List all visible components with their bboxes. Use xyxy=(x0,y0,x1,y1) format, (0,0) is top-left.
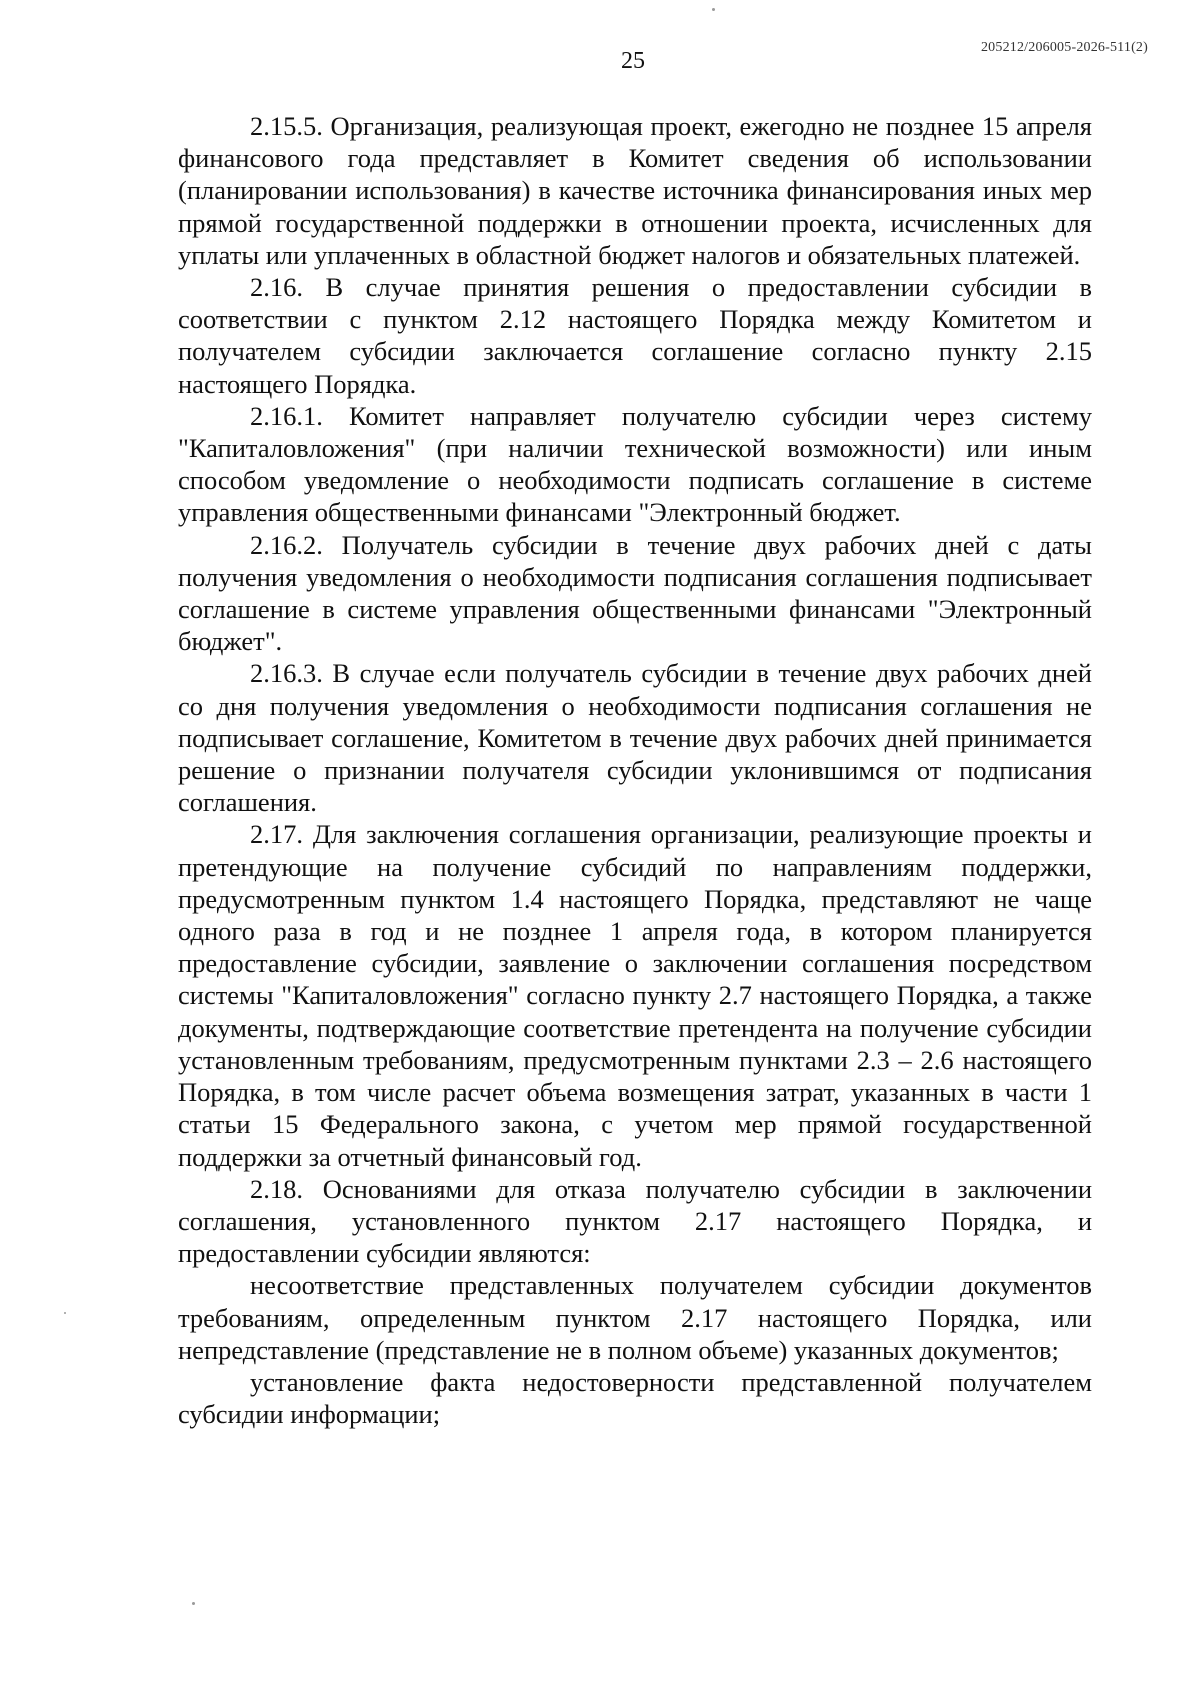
page-number: 25 xyxy=(621,48,645,74)
paragraph-2-18: 2.18. Основаниями для отказа получателю субсидии в заключении соглашения, установленного пунктом 2.17 настоящего Порядка, и предоставлении субсидии являются: xyxy=(178,1173,1092,1269)
paragraph-2-17: 2.17. Для заключения соглашения организации, реализующие проекты и претендующие на получение субсидий по направлениям поддержки, предусмотренным пунктом 1.4 настоящего Порядка, представляют не чаще одного раза в год и не позднее 1 апреля года, в котором планируется предоставление субсидии, заявление о заключении соглашения посредством системы "Капиталовложения" согласно пункту 2.7 настоящего Порядка, а также документы, подтверждающие соответствие претендента на получение субсидии установленным требованиям, предусмотренным пунктами 2.3 – 2.6 настоящего Порядка, в том числе расчет объема возмещения затрат, указанных в части 1 статьи 15 Федерального закона, с учетом мер прямой государственной поддержки за отчетный финансовый год. xyxy=(178,819,1092,1172)
document-body xyxy=(178,110,1092,1430)
paragraph-2-16-3: 2.16.3. В случае если получатель субсидии в течение двух рабочих дней со дня получения уведомления о необходимости подписания соглашения не подписывает соглашение, Комитетом в течение двух рабочих дней принимается решение о признании получателя субсидии уклонившимся от подписания соглашения. xyxy=(178,658,1092,818)
scan-speck xyxy=(64,1312,66,1314)
document-code: 205212/206005-2026-511(2) xyxy=(980,40,1148,55)
paragraph-refusal-ground-1: несоответствие представленных получателем субсидии документов требованиям, определенным пунктом 2.17 настоящего Порядка, или непредставление (представление не в полном объеме) указанных документов; xyxy=(178,1270,1092,1365)
paragraph-2-16: 2.16. В случае принятия решения о предоставлении субсидии в соответствии с пунктом 2.12 настоящего Порядка между Комитетом и получателем субсидии заключается соглашение согласно пункту 2.15 настоящего Порядка. xyxy=(178,272,1092,399)
scan-speck xyxy=(712,8,715,11)
scan-speck xyxy=(192,1602,195,1605)
paragraph-2-15-5: 2.15.5. Организация, реализующая проект, ежегодно не позднее 15 апреля финансового года представляет в Комитет сведения об использовании (планировании использования) в качестве источника финансирования иных мер прямой государственной поддержки в отношении проекта, исчисленных для уплаты или уплаченных в областной бюджет налогов и обязательных платежей. xyxy=(178,111,1092,270)
paragraph-refusal-ground-2: установление факта недостоверности представленной получателем субсидии информации; xyxy=(178,1366,1092,1430)
paragraph-2-16-1: 2.16.1. Комитет направляет получателю субсидии через систему "Капиталовложения" (при наличии технической возможности) или иным способом уведомление о необходимости подписать соглашение в системе управления общественными финансами "Электронный бюджет. xyxy=(178,400,1092,528)
paragraph-2-16-2: 2.16.2. Получатель субсидии в течение двух рабочих дней с даты получения уведомления о необходимости подписания соглашения подписывает соглашение в системе управления общественными финансами "Электронный бюджет". xyxy=(178,529,1092,657)
